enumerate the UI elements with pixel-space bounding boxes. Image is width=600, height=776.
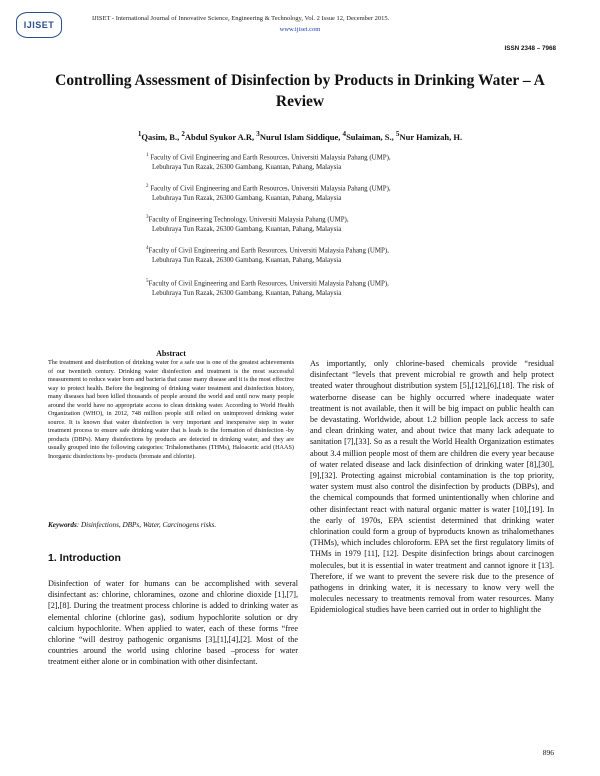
author-number: 5 bbox=[395, 130, 400, 138]
author-name: Sulaiman, S., bbox=[346, 131, 396, 142]
journal-logo: IJISET bbox=[16, 12, 62, 38]
issn: ISSN 2348 – 7968 bbox=[504, 45, 556, 52]
affiliation-5: $^5$Faculty of Civil Engineering and Earth Resources, Universiti Malaysia Pahang (UMP), Lebuhraya Tun Razak, 26300 Gambang, Kuantan, Pahang, Malaysia bbox=[146, 279, 389, 298]
affiliation-1: $^1$ Faculty of Civil Engineering and Earth Resources, Universiti Malaysia Pahang (UMP), Lebuhraya Tun Razak, 26300 Gambang, Kuantan, Pahang, Malaysia bbox=[146, 153, 391, 172]
journal-header: IJISET - International Journal of Innovative Science, Engineering & Technology, Vol. 2 Issue 12, December 2015. bbox=[92, 15, 390, 22]
abstract-text: The treatment and distribution of drinking water for a safe use is one of the greatest achievements of our twentieth century. Drinking water disinfection and treatment is the most successful measurement to reduce water born and bacteria that cause many disease and it is the most effective way to protect health. Before the beginning of drinking water treatment and disinfection history, many diseases had been killed thousands of people around the world and until now many people around the world have no appropriate access to clean drinking water. According to World Health Organization (WHO), in 2012, 748 million people still relied on unimproved drinking water source. It is known that water disinfection is very important and inexpensive step in water treatment process to ensure safe drinking water that is leads to the formation of disinfection -by products (DBPs). Many disinfections by products are detected in drinking water, and they are usually grouped into the following categories: Trihalomethanes (THMs), Haloacetic acid (HAAS) Inorganic disinfections by- products (bromate and chlorite). bbox=[48, 359, 294, 460]
keywords-label: Keywords bbox=[48, 521, 77, 529]
section-heading-introduction: 1. Introduction bbox=[48, 552, 121, 564]
author-name: Abdul Syukor A.R, bbox=[184, 131, 257, 142]
keywords-text: : Disinfections, DBPs, Water, Carcinogens risks. bbox=[76, 521, 217, 529]
keywords bbox=[48, 521, 298, 529]
affiliation-4: $^4$Faculty of Civil Engineering and Earth Resources, Universiti Malaysia Pahang (UMP), Lebuhraya Tun Razak, 26300 Gambang, Kuantan, Pahang, Malaysia bbox=[146, 246, 389, 265]
author-number: 4 bbox=[342, 130, 347, 138]
author-name: Nurul Islam Siddique, bbox=[259, 131, 343, 142]
affiliation-3: $^3$Faculty of Engineering Technology, Universiti Malaysia Pahang (UMP), Lebuhraya Tun Razak, 26300 Gambang, Kuantan, Pahang, Malaysia bbox=[146, 215, 349, 234]
author-name: Qasim, B., bbox=[141, 131, 182, 142]
author-name: Nur Hamizah, H. bbox=[399, 131, 463, 142]
abstract-heading: Abstract bbox=[156, 349, 186, 358]
page-number: 896 bbox=[542, 748, 554, 757]
author-list bbox=[0, 130, 600, 142]
author-number: 3 bbox=[256, 130, 260, 138]
right-column-text: As importantly, only chlorine-based chemicals provide “residual disinfectant “levels that prevent microbial re growth and help protect treated water throughout distribution system [5],[12],[6],[18]. The risk of waterborne disease can be highly occurred where inadequate water treatment is not available, then it will be big impact on public health can be devastating. Worldwide, about 1.2 billion people lack access to safe and clean drinking water, and about twice that many lack adequate to sanitation [7],[33]. So as a result the World Health Organization estimates about 3.4 million people most of them are children die every year because of water related disease and lack disinfection of drinking water [8],[30],[9],[32]. Protecting against microbial contamination is the top priority, water system must also control the disinfection by products (DBPs), and the chemical compounds that formed unintentionally when chlorine and other disinfectant react with natural organic matter is water [10],[19]. In the early of 1970s, EPA scientist determined that drinking water chlorination could form a group of byproducts known as trihalomethanes (THMs), which includes chloroform. EPA set the first regulatory limits of THMs in 1979 [11], [12]. Despite disinfection brings about carcinogen molecules, but it is essential in water treatment and cannot ignore it [13]. Therefore, if we want to prevent the severe risk due to the presence of pathogens in drinking water, it is necessary to know very well the molecules necessary to treatments removal from water resources. Many Epidemiological studies have been carried out in order to highlight the bbox=[310, 359, 554, 615]
author-number: 2 bbox=[181, 130, 185, 138]
introduction-text: Disinfection of water for humans can be accomplished with several disinfectant as: chlorine, chloramines, ozone and chlorine dioxide [1],[7],[2],[8]. During the treatment process chlorine is added to drinking water as elemental chlorine (chlorine gas), sodium hypochlorite solution or dry calcium hypochlorite. When applied to water, each of these forms “free chlorine “will destroy pathogenic organisms [3],[1],[4],[2]. Most of the countries around the world using chlorine based –process for water treatment either alone or in combination with other disinfectant. bbox=[48, 579, 298, 667]
author-number: 1 bbox=[137, 130, 142, 138]
paper-title: Controlling Assessment of Disinfection by Products in Drinking Water – A Review bbox=[55, 72, 545, 110]
affiliation-2: $^2$ Faculty of Civil Engineering and Earth Resources, Universiti Malaysia Pahang (UMP), Lebuhraya Tun Razak, 26300 Gambang, Kuantan, Pahang, Malaysia bbox=[146, 184, 391, 203]
journal-url[interactable]: www.ijiset.com bbox=[279, 26, 321, 33]
